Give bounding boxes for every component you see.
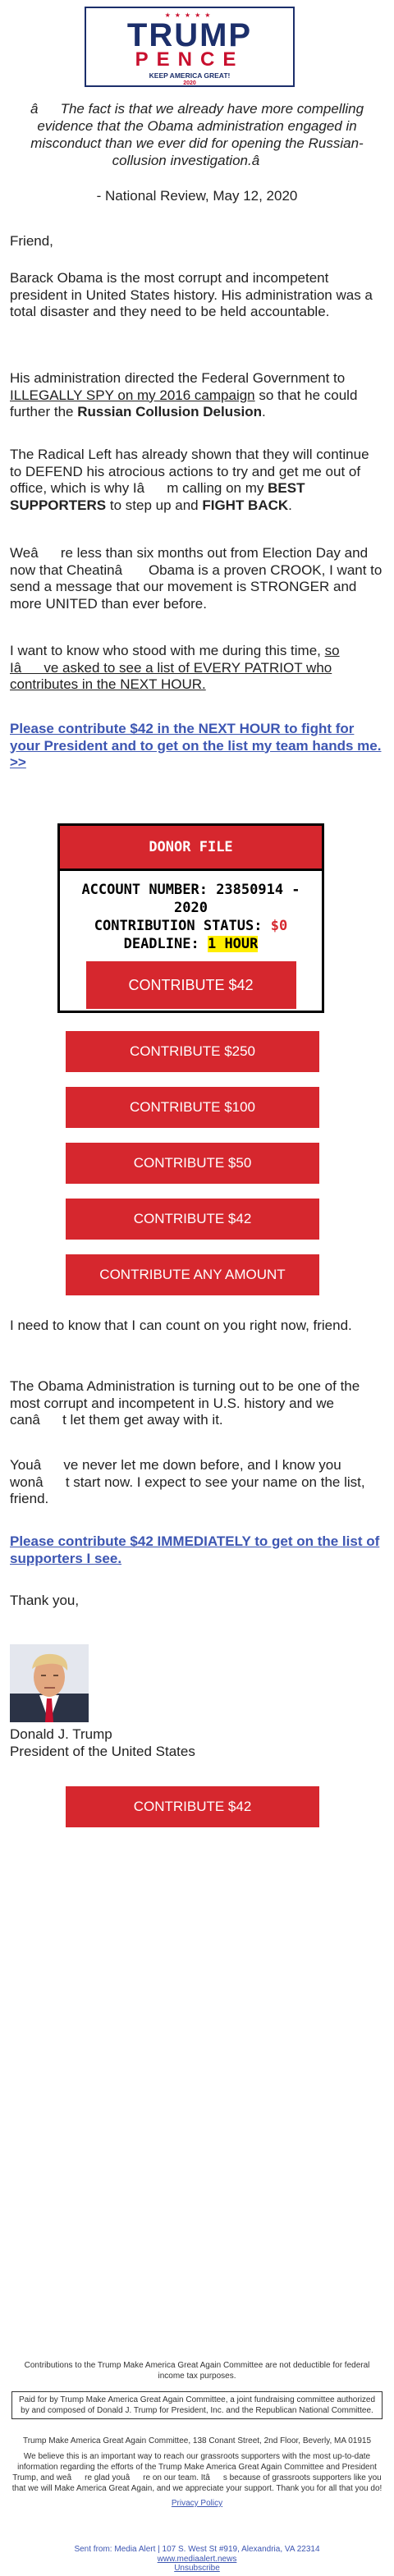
footer-sent-from: Sent from: Media Alert | 107 S. West St #919, Alexandria, VA 22314 [74, 2545, 320, 2554]
para3-text-c: to step up and [106, 497, 203, 513]
final-contribute-42-button[interactable]: CONTRIBUTE $42 [66, 1786, 319, 1827]
para2-bold: Russian Collusion Delusion [77, 404, 263, 419]
paragraph-list [10, 643, 384, 694]
para5-text-a: I want to know who stood with me during this time, [10, 643, 325, 658]
logo-slogan: KEEP AMERICA GREAT! [149, 71, 231, 80]
donor-file-title: DONOR FILE [60, 826, 322, 871]
logo-pence-text: PENCE [135, 48, 245, 71]
signature-title: President of the United States [10, 1744, 195, 1759]
deadline-value: 1 HOUR [207, 936, 259, 952]
status-label: CONTRIBUTION STATUS: [94, 918, 263, 934]
para5-underlined: so Iâve asked to see a list of EVERY PATRIOT who contributes in the NEXT HOUR. [10, 643, 340, 692]
greeting: Friend, [10, 233, 53, 249]
logo-trump-text: TRUMP [126, 17, 253, 53]
para2-text-e: . [262, 404, 266, 419]
para3-bold-supporters: BEST SUPPORTERS [10, 480, 305, 513]
contribute-link-1[interactable] [10, 721, 384, 772]
contribute-42-button[interactable]: CONTRIBUTE $42 [66, 1199, 319, 1240]
quote-source: - National Review, May 12, 2020 [96, 188, 298, 204]
footer-note: We believe this is an important way to reach our grassroots supporters with the most up-to-date information regarding the efforts of the Trump Make America Great Again Committee and President Trump, and weâre glad youâre on our team. Itâs because of grassroots supporters like you that we will Make America Great Again, and we appreciate your support. Thank you for all that you do! [11, 2452, 383, 2493]
para2-underlined: ILLEGALLY SPY on my 2016 campaign [10, 387, 255, 403]
contribute-link-2-text[interactable]: Please contribute $42 IMMEDIATELY to get on the list of supporters I see. [10, 1533, 380, 1566]
paragraph-never-let-me-down: Youâve never let me down before, and I know you wonât start now. I expect to see your name on the list, friend. [10, 1457, 365, 1506]
footer-address: Trump Make America Great Again Committee, 138 Conant Street, 2nd Floor, Beverly, MA 01915 [22, 2436, 372, 2445]
para3-bold-fight: FIGHT BACK [202, 497, 289, 513]
unsubscribe-link[interactable]: Unsubscribe [174, 2564, 220, 2573]
contribute-link-1-text[interactable]: Please contribute $42 in the NEXT HOUR to fight for your President and to get on the list my team hands me. >> [10, 721, 382, 770]
para2-text-a: His administration directed the Federal Government to [10, 370, 346, 386]
paragraph-obama-corrupt: Barack Obama is the most corrupt and incompetent president in United States history. His administration was a total disaster and they need to be held accountable. [10, 270, 373, 319]
footer-unsubscribe[interactable] [11, 2563, 383, 2574]
footer-paid-for-box: Paid for by Trump Make America Great Again Committee, a joint fundraising committee authorized by and composed of Donald J. Trump for President, Inc. and the Republican National Committee. [11, 2391, 383, 2419]
contribute-link-2[interactable] [10, 1533, 384, 1567]
paragraph-obama-administration: The Obama Administration is turning out to be one of the most corrupt and incompetent in U.S. history and we canât let them get away with it. [10, 1378, 360, 1428]
site-link[interactable]: www.mediaalert.news [157, 2555, 237, 2564]
footer-disclaimer: Contributions to the Trump Make America Great Again Committee are not deductible for federal income tax purposes. [24, 2361, 370, 2381]
para2-text-c: so that he could further the [10, 387, 358, 419]
status-value: $0 [270, 918, 288, 934]
donor-file-box [57, 823, 324, 1013]
deadline-label: DEADLINE: [123, 936, 199, 952]
contribute-50-button[interactable]: CONTRIBUTE $50 [66, 1143, 319, 1184]
quote-text: âThe fact is that we already have more compelling evidence that the Obama administration engaged in misconduct than we ever did for opening the Russian-collusion investigation.â [30, 101, 364, 168]
footer-privacy-policy[interactable] [11, 2498, 383, 2509]
paragraph-fight-back [10, 447, 384, 514]
contribution-status [66, 917, 315, 935]
signoff: Thank you, [10, 1593, 80, 1608]
para3-text-a: The Radical Left has already shown that they will continue to DEFEND his atrocious actions to try and get me out of office, which is why Iâm calling on my [10, 447, 369, 496]
contribute-250-button[interactable]: CONTRIBUTE $250 [66, 1031, 319, 1072]
contribute-100-button[interactable]: CONTRIBUTE $100 [66, 1087, 319, 1128]
paragraph-six-months: Weâre less than six months out from Election Day and now that Cheatinâ Obama is a proven CROOK, I want to send a message that our movement is STRONGER and more UNITED than ever before. [10, 545, 383, 612]
paragraph-count-on-you: I need to know that I can count on you right now, friend. [10, 1318, 352, 1333]
trump-pence-logo [85, 7, 295, 87]
deadline [66, 935, 315, 953]
donor-contribute-42-button[interactable]: CONTRIBUTE $42 [86, 961, 296, 1009]
paragraph-illegally-spy [10, 370, 384, 421]
para3-text-e: . [288, 497, 292, 513]
donor-file-body [60, 871, 322, 1009]
logo-stars: ★★★★★ [164, 11, 215, 19]
logo-year: 2020 [183, 80, 196, 86]
account-number: ACCOUNT NUMBER: 23850914 - 2020 [81, 882, 300, 916]
privacy-policy-link[interactable]: Privacy Policy [171, 2499, 223, 2508]
contribute-any-amount-button[interactable]: CONTRIBUTE ANY AMOUNT [66, 1254, 319, 1295]
trump-photo [10, 1644, 89, 1722]
signature-name: Donald J. Trump [10, 1726, 112, 1742]
